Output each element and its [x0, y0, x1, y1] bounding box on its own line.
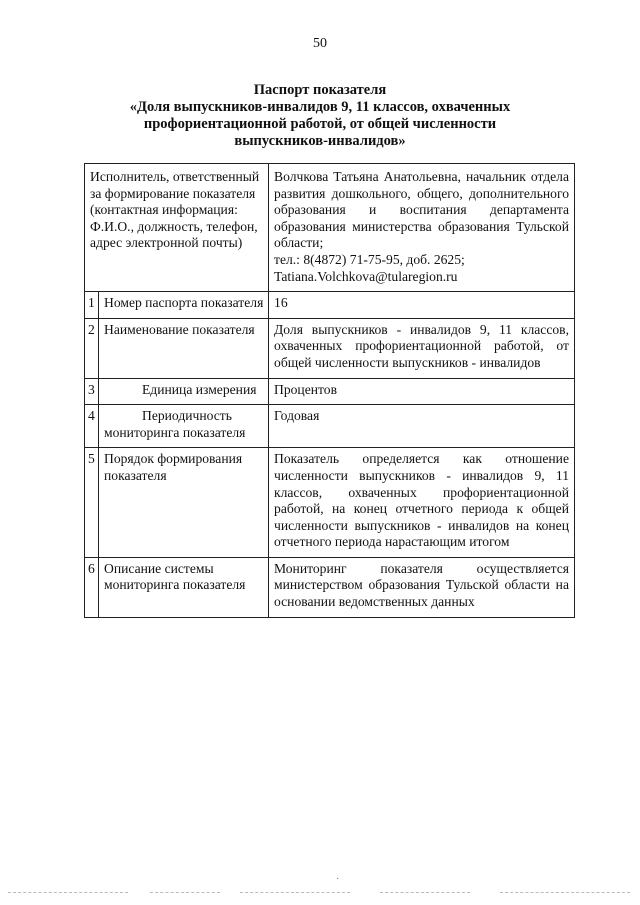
table-row: [85, 292, 575, 319]
scan-artifact: [8, 892, 128, 894]
scan-artifact: [150, 892, 220, 894]
table-row-executor: [85, 164, 575, 292]
executor-email: Tatiana.Volchkova@tularegion.ru: [274, 268, 458, 284]
row-number: 2: [85, 318, 99, 378]
row-label: Периодичность мониторинга показателя: [99, 405, 269, 448]
row-number: 4: [85, 405, 99, 448]
executor-value-line: Волчкова Татьяна Анатольевна, начальник отдела развития дошкольного, общего, дополнительного образования и воспитания департамента образования министерства образования Тульской области;: [274, 169, 569, 251]
table-row: [85, 448, 575, 558]
scan-artifact: [240, 892, 350, 894]
table-row: [85, 557, 575, 617]
document-title: [60, 82, 580, 150]
row-value: Показатель определяется как отношение численности выпускников - инвалидов 9, 11 классов, охваченных профориентационной работой, на конец отчетного периода к общей численности выпускников - инвалидов на конец отчетного периода нарастающим итогом: [269, 448, 575, 558]
row-number: 5: [85, 448, 99, 558]
row-value: Мониторинг показателя осуществляется министерством образования Тульской области на основании ведомственных данных: [269, 557, 575, 617]
row-value: Процентов: [269, 378, 575, 405]
executor-label: Исполнитель, ответственный за формирование показателя (контактная информация: Ф.И.О., должность, телефон, адрес электронной почты): [85, 164, 269, 292]
title-line: профориентационной работой, от общей численности: [143, 116, 497, 132]
table-row: [85, 405, 575, 448]
title-line: «Доля выпускников-инвалидов 9, 11 классов, охваченных: [129, 99, 511, 115]
row-label: Порядок формирования показателя: [99, 448, 269, 558]
title-line: Паспорт показателя: [253, 82, 387, 98]
scan-artifact: [380, 892, 470, 894]
row-label: Наименование показателя: [99, 318, 269, 378]
executor-value: [269, 164, 575, 292]
scan-artifact: [500, 892, 630, 894]
row-label: Номер паспорта показателя: [99, 292, 269, 319]
executor-phone: тел.: 8(4872) 71-75-95, доб. 2625;: [274, 251, 465, 267]
scan-mark: ·: [336, 874, 340, 885]
title-line: выпускников-инвалидов»: [234, 133, 406, 149]
table-row: [85, 378, 575, 405]
row-number: 6: [85, 557, 99, 617]
row-value: 16: [269, 292, 575, 319]
row-number: 1: [85, 292, 99, 319]
row-value: Годовая: [269, 405, 575, 448]
row-label: Описание системы мониторинга показателя: [99, 557, 269, 617]
row-label: Единица измерения: [99, 378, 269, 405]
page-number: 50: [313, 36, 327, 51]
table-row: [85, 318, 575, 378]
row-number: 3: [85, 378, 99, 405]
passport-table: [84, 163, 575, 618]
row-value: Доля выпускников - инвалидов 9, 11 классов, охваченных профориентационной работой, от общей численности выпускников - инвалидов: [269, 318, 575, 378]
